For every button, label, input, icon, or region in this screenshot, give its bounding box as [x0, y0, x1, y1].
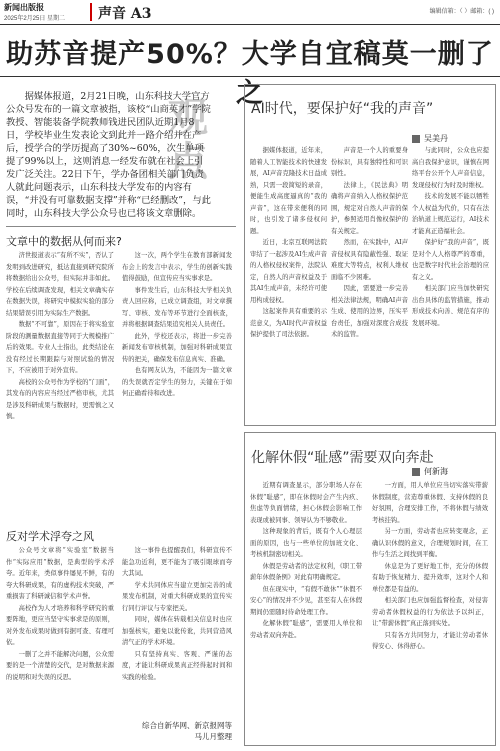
paragraph: 一方面，用人单位应当切实落实带薪休假制度，营造尊重休假、支持休假的良好氛围，合理安排工作，不将休假与绩效考核挂钩。: [372, 482, 488, 524]
paragraph: 相关部门也应加强监督检查，对侵害劳动者休假权益的行为依法予以纠正，让“带薪休假”真正落到实处。: [372, 597, 488, 627]
paragraph: 此外，学校还表示，将进一步完善新闻发布审核机制，加强对科研成果宣传的把关，确保发布信息真实、准确。: [122, 332, 232, 363]
r1-column-2: [331, 145, 408, 415]
paragraph: 也有网友认为，不能因为一篇文章的失误就否定学生的努力，关键在于如何正确看待和改进。: [122, 367, 232, 397]
newspaper-name: 新闻出版报: [4, 2, 44, 12]
section-divider: [90, 3, 92, 21]
page-headline: 助苏音提产50%？大学自宜稿莫一删了之: [6, 39, 494, 109]
guandian-stamp: 观点: [168, 94, 208, 185]
masthead: [0, 0, 500, 25]
paragraph: 这种现象的背后，既有个人心理层面的原因，也与一些单位的加班文化、考核机制密切相关。: [250, 528, 362, 558]
s1-column-1: [6, 250, 114, 525]
section-title-data: 文章中的数据从何而来?: [6, 235, 122, 248]
ai-byline: 吴美丹: [412, 133, 448, 144]
paragraph: 法律上，《民法典》明确将声音纳入人格权保护范围，规定对自然人声音的保护，参照适用肖像权保护的有关规定。: [331, 181, 408, 235]
s2-column-1: [6, 545, 114, 745]
lead-paragraph: [6, 90, 211, 220]
paragraph: 数据“不可靠”，原因在于将实验室阶段的测量数据直接等同于大规模推广后的效果。专业人士指出，此类结论在没有经过长期跟踪与对照试验的情况下，不应被用于对外宣传。: [6, 321, 114, 374]
ai-voice-title: AI时代，要保护好“我的声音”: [251, 101, 434, 117]
paragraph: 事件发生后，山东科技大学相关负责人回应称，已成立调查组，对文章撰写、审核、发布等环节进行全面核查，并将根据调查结果追究相关人员责任。: [122, 286, 232, 328]
section-rule: [6, 226, 236, 227]
paragraph: 高校的公众号作为学校的“门面”，其发布的内容应当经过严格审核，尤其是涉及科研成果与数据时，更需慎之又慎。: [6, 378, 114, 420]
paragraph: 休息是为了更好地工作，充分的休假有助于恢复精力、提升效率，这对个人和单位都是有益的。: [372, 562, 488, 593]
r1-column-1: [250, 145, 327, 415]
s2-column-2: [122, 545, 232, 715]
paragraph: 这起案件具有重要的示范意义，为AI时代声音权益保护提供了司法依据。: [250, 308, 327, 338]
paragraph: 同时，媒体在转载相关信息时也应加强核实，避免以讹传讹，共同营造风清气正的学术环境。: [122, 616, 232, 646]
paragraph: 因此，需要进一步完善相关法律法规，明确AI声音生成、使用的边界，压实平台责任，加强对深度合成技术的监管。: [331, 285, 408, 338]
paragraph: 据媒体报道，近年来，随着人工智能技术的快速发展，AI声音克隆技术日益成熟，只需一段简短的录音，便能生成高度逼真的“我的声音”，这在带来便利的同时，也引发了诸多侵权问题。: [250, 147, 327, 235]
s1-column-2: [122, 250, 232, 525]
section-title-fuqua: 反对学术浮夸之风: [6, 530, 94, 543]
paragraph: 声音是一个人的重要身份标识，具有独特性和可识别性。: [331, 147, 408, 177]
paragraph: 保护好“我的声音”，既是对个人人格尊严的尊重，也是数字时代社会治理的应有之义。: [412, 239, 489, 281]
r1-column-3: [412, 145, 489, 415]
paragraph: 济世报道表示“有所不实”，否认了发明到改进研究，抵达直接到研究院所将数据给出公众号，但实际并非如此。学校在后续调查发现，相关文章确实存在数据失误，将研究中模拟实验的部分结果错误引用为实际生产数据。: [6, 252, 114, 317]
paragraph: 只有各方共同努力，才能让劳动者休得安心、休得舒心。: [372, 631, 488, 650]
lead-text: 据媒体报道，2月21日晚，山东科技大学官方公众号发布的一篇文章被指，该校“山商英才”学院教授、智能装备学院教师钱进民团队近期1月8日，学校毕业生发表论文到此并一路介绍并在产后，授学合的学历提高了30%~60%，次生单项提了99%以上，这则消息一经发布就在社会上引发广泛关注。22日下午，学办备团相关部门负责人就此问题表示，山东科技大学发布的内容有误，“并没有可靠数据支撑”并称“已经删改”，与此同时，山东科技大学公众号也已将该文章删除。: [6, 91, 211, 219]
byline-marker: [412, 135, 420, 143]
source-credit: 综合自新华网、新京报网等 马儿月整理: [142, 721, 232, 741]
paragraph: 近期有调查显示，部分职场人存在休假“耻感”，即在休假时会产生内疚、焦虑等负面情绪，担心休假会影响工作表现或被同事、领导认为不够敬业。: [250, 482, 362, 524]
paragraph: 与此同时，公众也应提高自我保护意识，谨慎在网络平台公开个人声音信息，发现侵权行为时及时维权。: [412, 147, 489, 189]
paragraph: 但在现实中，“有假不敢休”“休假不安心”的情况并不少见，甚至有人在休假期间仍需随时待命处理工作。: [250, 585, 362, 616]
paragraph: 相关部门应当加快研究出台具体的监管措施，推动形成技术向善、规范有序的发展环境。: [412, 285, 489, 327]
paragraph: 高校作为人才培养和科学研究的重要阵地，更应当坚守实事求是的原则，对外发布成果时做到有据可查、有理可依。: [6, 604, 114, 646]
editor-contact: 编辑信箱：（ ）邮箱：( ): [429, 9, 494, 15]
paragraph: 休假是劳动者的法定权利，《职工带薪年休假条例》对此有明确规定。: [250, 562, 362, 581]
paragraph: 化解休假“耻感”，需要用人单位和劳动者双向奔赴。: [250, 620, 362, 639]
paragraph: 另一方面，劳动者也应转变观念，正确认识休假的意义，合理规划时间，在工作与生活之间找到平衡。: [372, 528, 488, 558]
section-name: 声音 A3: [98, 6, 152, 22]
r2-column-2: [372, 480, 488, 738]
paragraph: 近日，北京互联网法院审结了一起涉及AI生成声音的人格权侵权案件，法院认定，自然人的声音权益及于其AI生成声音，未经许可使用构成侵权。: [250, 239, 327, 304]
paragraph: 这一次，两个学生在教育部新闻发布会上的发言中表示，学生的创新实践值得鼓励，但宣传应当实事求是。: [122, 252, 232, 282]
vacation-byline: 何新海: [412, 466, 448, 477]
paragraph: 然而，在实践中，AI声音侵权具有隐蔽性强、取证难度大等特点，权利人维权面临不少困难。: [331, 239, 408, 281]
paragraph: 学术共同体应当建立更加完善的成果发布机制，对重大科研成果的宣传实行同行评议与专家把关。: [122, 581, 232, 612]
r2-column-1: [250, 480, 362, 738]
issue-date: 2025年2月25日 星期二: [4, 16, 66, 22]
paragraph: 技术的发展不能以牺牲个人权益为代价，只有在法治轨道上规范运行，AI技术才能真正造福社会。: [412, 193, 489, 235]
paragraph: 公众号文章将“实验室”数据当作“实际应用”数据，是典型的学术浮夸。近年来，类似事件屡见不鲜，有的夸大科研成果，有的虚构技术突破，严重损害了科研诚信和学术声誉。: [6, 547, 114, 600]
headline-rule: [0, 76, 500, 77]
byline-marker: [412, 468, 420, 476]
paragraph: 一删了之并不能解决问题，公众需要的是一个清楚的交代，是对数据来源的说明和对失误的反思。: [6, 650, 114, 681]
vacation-title: 化解休假“耻感”需要双向奔赴: [251, 450, 434, 466]
paragraph: 这一事件也提醒我们，科研宣传不能急功近利，更不能为了吸引眼球而夸大其词。: [122, 547, 232, 577]
paragraph: 只有坚持真实、客观、严谨的态度，才能让科研成果真正经得起时间和实践的检验。: [122, 650, 232, 681]
